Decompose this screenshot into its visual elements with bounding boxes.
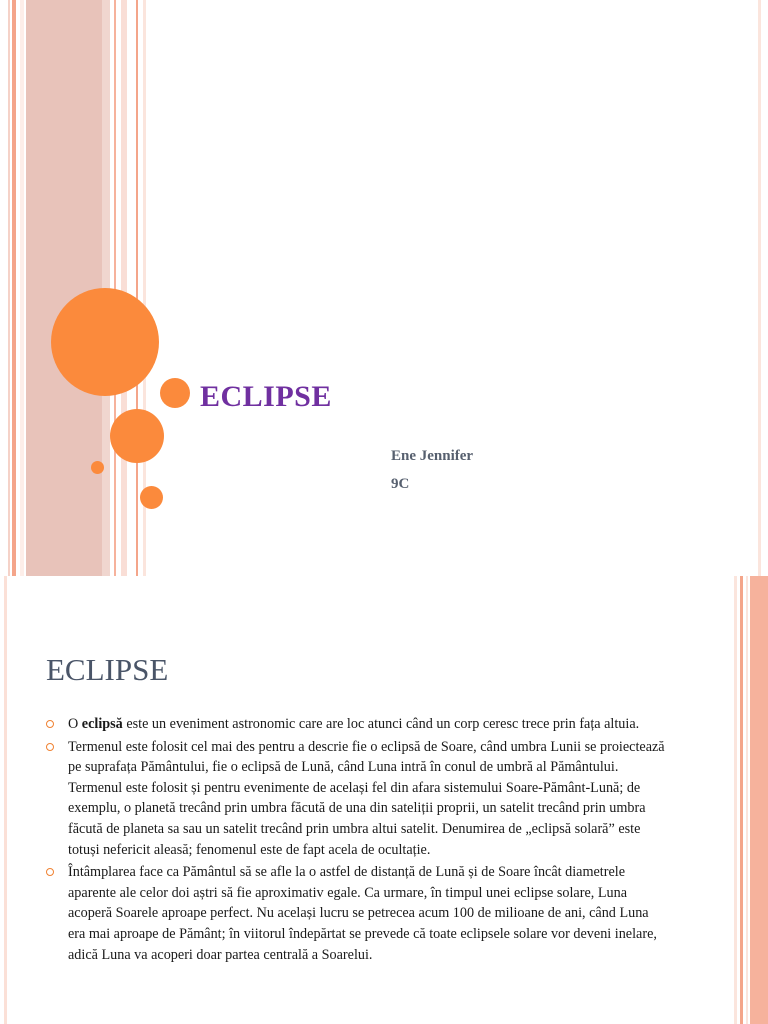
- decorative-circle-small: [91, 461, 104, 474]
- decorative-stripe: [136, 0, 138, 576]
- bullet-circle-icon: [46, 743, 54, 751]
- decorative-circle: [160, 378, 190, 408]
- decorative-stripe: [746, 576, 748, 1024]
- decorative-stripe: [740, 576, 743, 1024]
- decorative-stripe: [121, 0, 127, 576]
- decorative-stripe: [26, 0, 102, 576]
- decorative-circle-large: [51, 288, 159, 396]
- bullet-text: este un eveniment astronomic care are loc atunci când un corp ceresc trece prin fața altuia.: [122, 716, 640, 732]
- bullet-text: Întâmplarea face ca Pământul să se afle la o astfel de distanță de Lună și de Soare încât diametrele aparente ale celor doi aștri să fie aproximativ egale. Ca urmare, în timpul unei eclipse solare, Luna acoperă Soarele aproape perfect. Nu același lucru se petrecea acum 100 de milioane de ani, când Luna era mai aproape de Pământ; în viitorul îndepărtat se prevede că toate eclipsele solare vor deveni inelare, adică Luna va acoperi doar partea centrală a Soarelui.: [68, 864, 657, 963]
- class-label: 9C: [391, 476, 410, 492]
- decorative-stripe: [12, 0, 16, 576]
- decorative-circle: [140, 486, 163, 509]
- content-slide: [0, 576, 768, 1024]
- bullet-text: O: [68, 716, 82, 732]
- decorative-stripe: [750, 576, 768, 1024]
- bullet-text: Termenul este folosit cel mai des pentru a descrie fie o eclipsă de Soare, când umbra Lunii se proiectează pe suprafața Pământului, fie o eclipsă de Lună, când Luna intră în conul de umbră al Pământului. Termenul este folosit și pentru evenimente de același fel din afara sistemului Soare-Pământ-Lună; de exemplu, o planetă trecând prin umbra făcută de una din sateliții proprii, un satelit trecând prin umbra făcută de planeta sa sau un satelit trecând prin umbra altui satelit. Denumirea de „eclipsă solară” este totuși nefericit aleasă; fenomenul este de fapt acela de ocultație.: [68, 738, 665, 858]
- list-item: [46, 714, 666, 735]
- decorative-stripe: [20, 0, 24, 576]
- author-name: Ene Jennifer: [391, 448, 474, 464]
- decorative-stripe: [734, 576, 737, 1024]
- bullet-bold-term: eclipsă: [81, 716, 123, 732]
- slide-title: ECLIPSE: [200, 380, 332, 413]
- bullet-list: [46, 714, 666, 967]
- list-item: [46, 862, 666, 965]
- decorative-circle: [110, 409, 164, 463]
- decorative-stripe: [4, 576, 7, 1024]
- list-item: [46, 737, 666, 861]
- decorative-stripe: [758, 0, 761, 576]
- bullet-circle-icon: [46, 720, 54, 728]
- slide-title: ECLIPSE: [46, 652, 169, 687]
- bullet-circle-icon: [46, 868, 54, 876]
- decorative-stripe: [8, 0, 10, 576]
